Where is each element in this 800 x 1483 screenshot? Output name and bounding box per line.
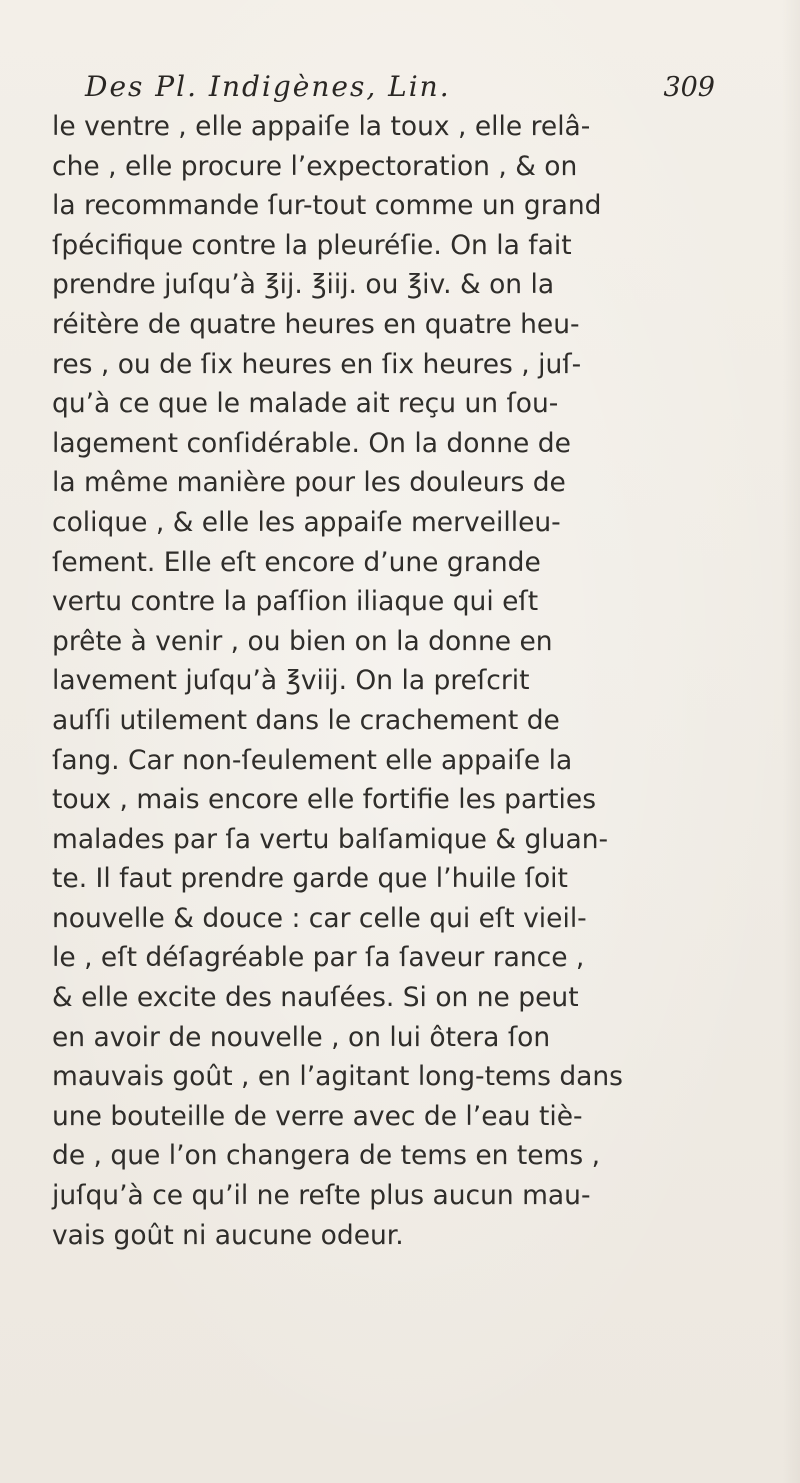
text-line: de , que l’on changera de tems en tems ,: [52, 1140, 601, 1172]
text-line: ſement. Elle eſt encore d’une grande: [52, 546, 541, 578]
text-line: en avoir de nouvelle , on lui ôtera ſon: [52, 1021, 551, 1053]
text-line: la même manière pour les douleurs de: [52, 467, 566, 499]
text-line: vais goût ni aucune odeur.: [52, 1219, 404, 1251]
text-line: res , ou de ſix heures en ſix heures , juſ-: [52, 348, 582, 380]
text-line: colique , & elle les appaiſe merveilleu-: [52, 506, 561, 538]
text-line: la recommande ſur-tout comme un grand: [52, 190, 602, 222]
text-line: ſang. Car non-ſeulement elle appaiſe la: [52, 744, 573, 776]
text-line: une bouteille de verre avec de l’eau tiè-: [52, 1100, 583, 1132]
text-line: réitère de quatre heures en quatre heu-: [52, 308, 580, 340]
text-line: te. Il faut prendre garde que l’huile ſoit: [52, 863, 568, 895]
text-line: lagement conſidérable. On la donne de: [52, 427, 571, 459]
text-line: juſqu’à ce qu’il ne reſte plus aucun mau-: [52, 1180, 591, 1212]
page-header: [85, 64, 715, 112]
text-line: auſſi utilement dans le crachement de: [52, 704, 560, 736]
text-line: vertu contre la paſſion iliaque qui eſt: [52, 586, 539, 618]
text-line: & elle excite des nauſées. Si on ne peut: [52, 982, 579, 1014]
text-line: ſpécifique contre la pleuréſie. On la fait: [52, 229, 572, 261]
running-head: Des Pl. Indigènes, Lin.: [85, 70, 451, 103]
text-line: toux , mais encore elle fortifie les parties: [52, 784, 597, 816]
text-line: le ventre , elle appaiſe la toux , elle relâ-: [52, 111, 591, 142]
page-number: 309: [663, 72, 715, 103]
text-line: lavement juſqu’à ℥viij. On la preſcrit: [52, 665, 530, 697]
text-line: prendre juſqu’à ℥ij. ℥iij. ou ℥iv. & on la: [52, 269, 555, 301]
page-edge-shadow: [782, 0, 800, 1483]
text-line: le , eſt déſagréable par ſa ſaveur rance ,: [52, 942, 585, 974]
text-line: qu’à ce que le malade ait reçu un ſou-: [52, 388, 559, 420]
text-line: prête à venir , ou bien on la donne en: [52, 625, 553, 657]
body-paragraph: [52, 107, 672, 1255]
text-line: nouvelle & douce : car celle qui eſt vieil-: [52, 902, 587, 934]
text-line: mauvais goût , en l’agitant long-tems dans: [52, 1061, 623, 1093]
text-line: che , elle procure l’expectoration , & on: [52, 150, 578, 182]
text-line: malades par ſa vertu balſamique & gluan-: [52, 823, 609, 855]
